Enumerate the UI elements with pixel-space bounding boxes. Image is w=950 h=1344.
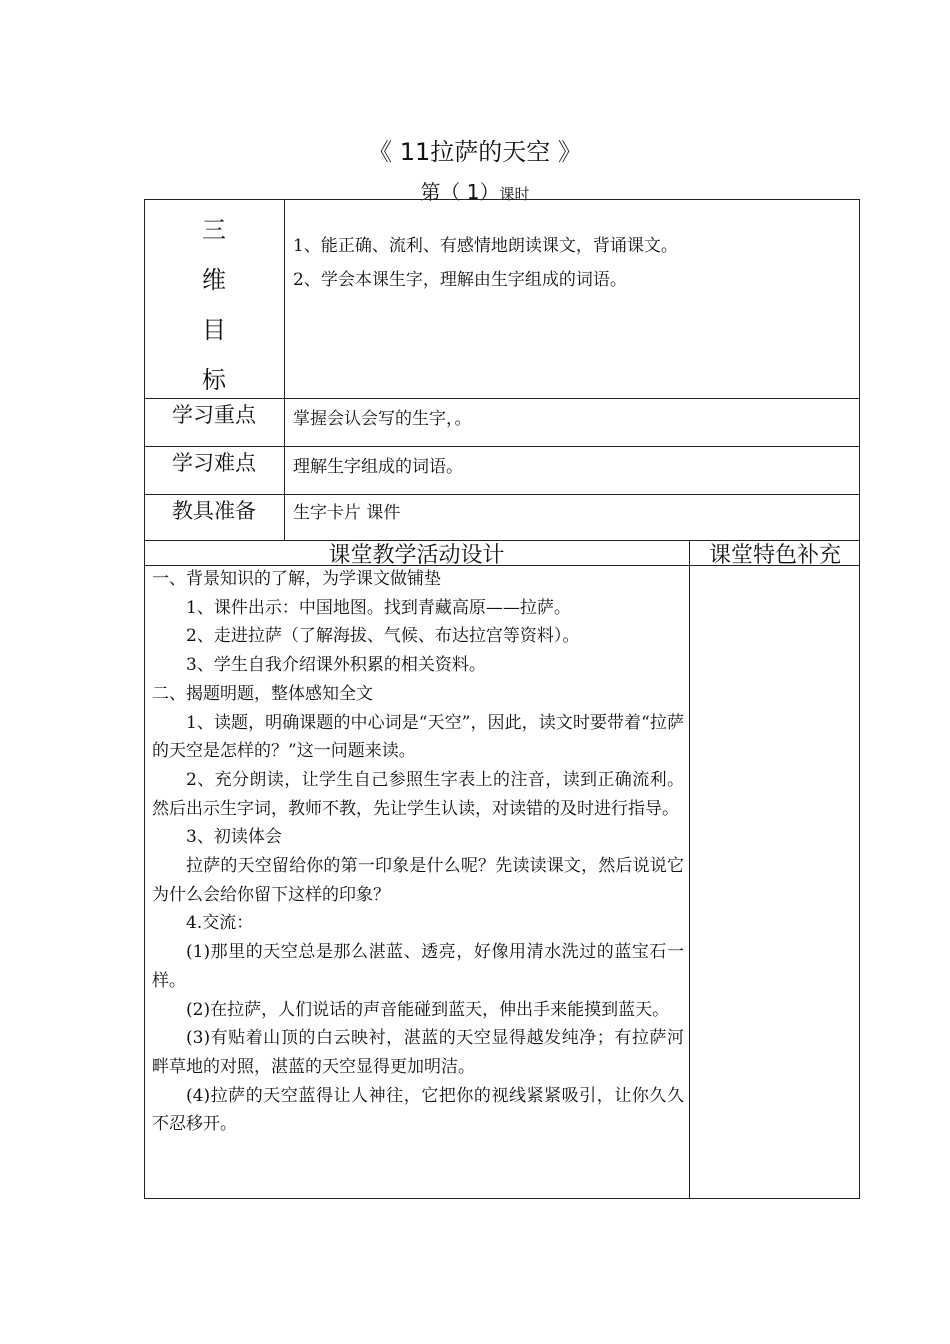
goal-item-2: 2、学会本课生字，理解由生字组成的词语。 [293,270,627,290]
goals-label-3: 目 [202,316,226,344]
difficulty-label: 学习难点 [172,451,256,475]
activity-content [152,565,684,1139]
focus-label: 学习重点 [172,403,256,427]
lesson-period-suffix: 课时 [499,185,530,203]
section-heading-1: 一、背景知识的了解，为学课文做铺垫 [152,569,441,589]
list-item: 4.交流： [186,913,254,934]
paragraph: (1)那里的天空总是那么湛蓝、透亮，好像用清水洗过的蓝宝石一样。 [152,942,684,991]
list-item: 1、课件出示：中国地图。找到青藏高原——拉萨。 [186,597,571,618]
goals-label-1: 三 [202,216,226,244]
activity-header: 课堂教学活动设计 [328,543,505,568]
focus-text: 掌握会认会写的生字，。 [293,409,472,429]
list-item: 3、学生自我介绍课外积累的相关资料。 [186,655,486,676]
difficulty-text: 理解生字组成的词语。 [293,457,463,477]
goals-label-2: 维 [202,266,226,294]
paragraph: (4)拉萨的天空蓝得让人神往，它把你的视线紧紧吸引，让你久久不忍移开。 [152,1085,684,1135]
paragraph: 2、充分朗读，让学生自己参照生字表上的注音，读到正确流利。然后出示生字词，教师不教，先让学生认读，对读错的及时进行指导。 [152,769,684,819]
goal-item-1: 1、能正确、流利、有感情地朗读课文，背诵课文。 [293,236,678,256]
info-table-divider [284,199,285,541]
tools-text: 生字卡片 课件 [293,503,401,523]
paragraph: (3)有贴着山顶的白云映衬，湛蓝的天空显得越发纯净；有拉萨河畔草地的对照，湛蓝的天空显得更加明洁。 [152,1028,684,1077]
paragraph: 1、读题，明确课题的中心词是“天空”，因此，读文时要带着“拉萨的天空是怎样的？”这一问题来读。 [152,712,684,762]
section-heading-2: 二、揭题明题，整体感知全文 [152,683,373,704]
activity-table-divider [689,540,690,1199]
goals-label-4: 标 [202,366,226,394]
tools-label: 教具准备 [172,499,256,523]
page-title: 《 11拉萨的天空 》 [368,138,582,166]
lesson-period-prefix: 第（ 1） [420,180,500,204]
paragraph: 拉萨的天空留给你的第一印象是什么呢？先读读课文，然后说说它为什么会给你留下这样的印象？ [152,856,684,905]
supplement-header: 课堂特色补充 [708,543,841,568]
list-item: 3、初读体会 [186,827,282,848]
list-item: 2、走进拉萨（了解海拔、气候、布达拉宫等资料）。 [186,626,580,647]
paragraph: (2)在拉萨，人们说话的声音能碰到蓝天，伸出手来能摸到蓝天。 [186,999,670,1020]
